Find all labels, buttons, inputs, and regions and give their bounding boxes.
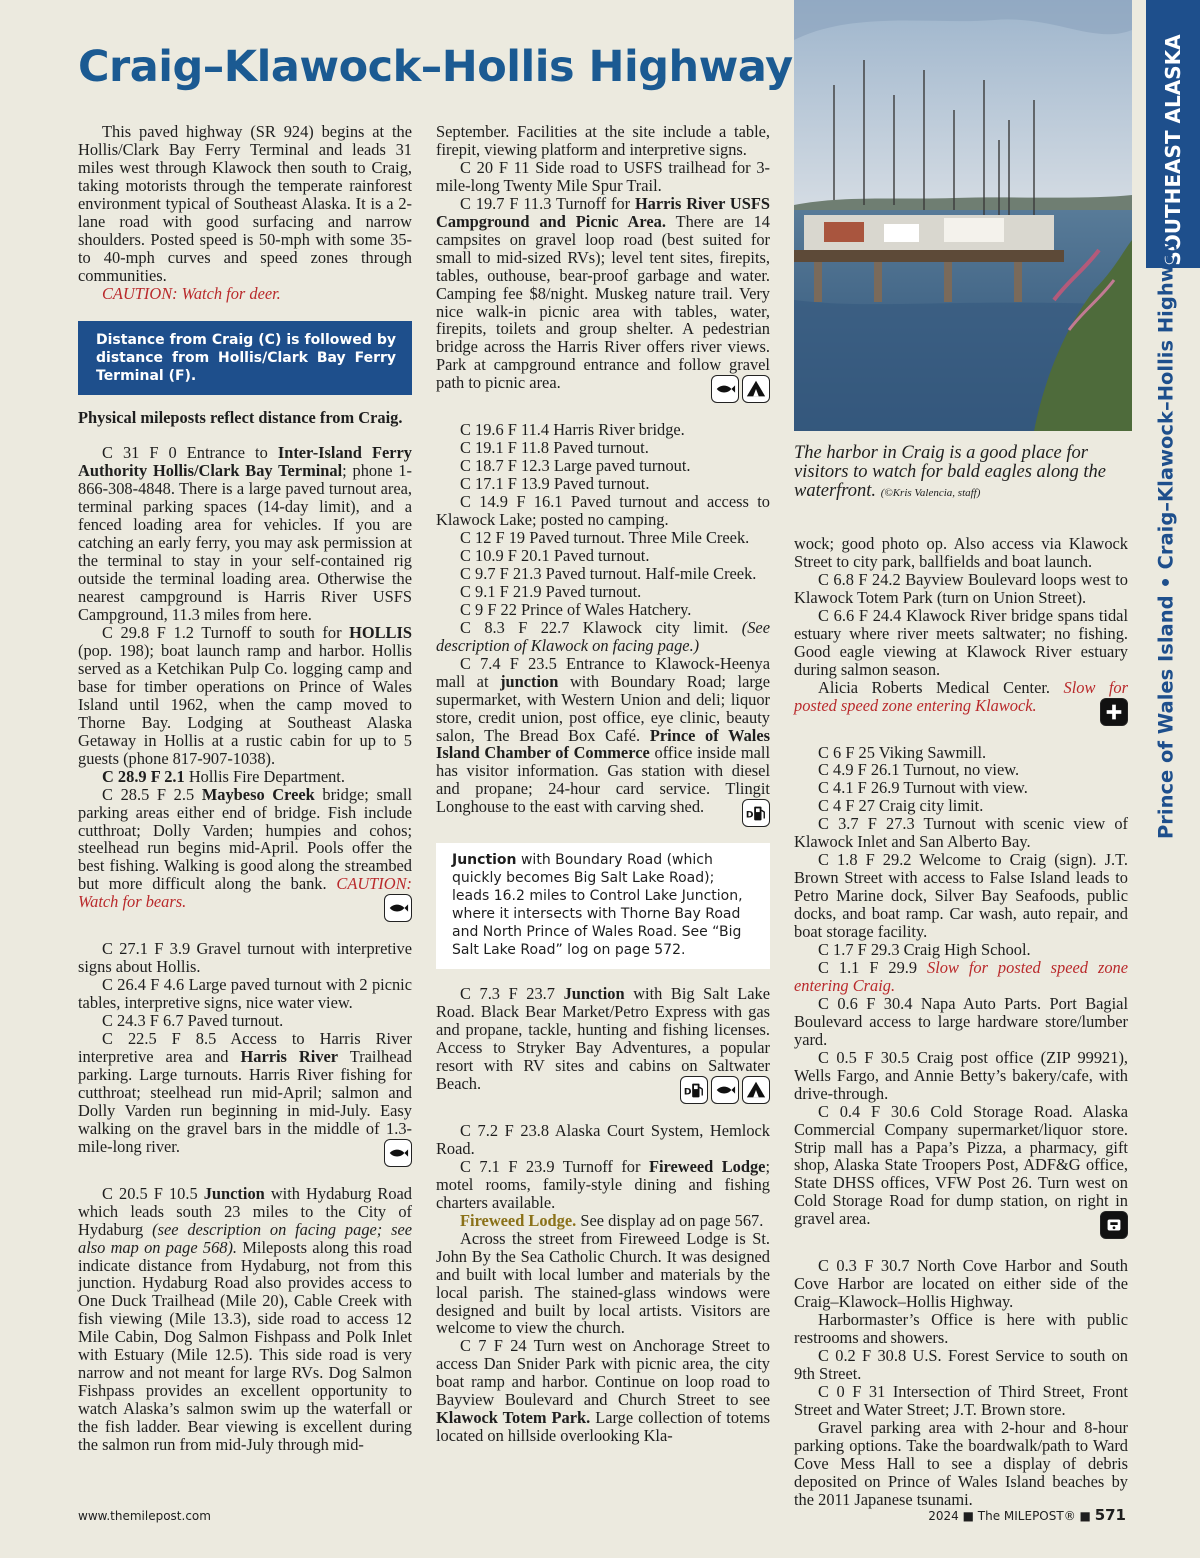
- log-entry: C 26.4 F 4.6 Large paved turnout with 2 picnic tables, interpretive signs, nice water view.: [78, 975, 412, 1013]
- running-header: Prince of Wales Island • Craig–Klawock–Hollis Highway: [1154, 239, 1178, 839]
- log-entry: C 4 F 27 Craig city limit.: [818, 796, 984, 816]
- log-entry: C 3.7 F 27.3 Turnout with scenic view of Klawock Inlet and San Alberto Bay.: [794, 814, 1128, 852]
- harbormaster-paragraph: Harbormaster’s Office is here with public restrooms and showers.: [794, 1310, 1128, 1348]
- log-entry: Alicia Roberts Medical Center. Slow for posted speed zone entering Klawock.: [794, 677, 1128, 715]
- log-entry: C 0.6 F 30.4 Napa Auto Parts. Port Bagial Boulevard access to large hardware store/lumber yard.: [794, 993, 1128, 1049]
- svg-text:D: D: [683, 1086, 692, 1098]
- log-entry: C 27.1 F 3.9 Gravel turnout with interpretive signs about Hollis.: [78, 939, 412, 977]
- log-entry: C 14.9 F 16.1 Paved turnout and access to Klawock Lake; posted no camping.: [436, 492, 770, 530]
- log-entry: C 0.3 F 30.7 North Cove Harbor and South Cove Harbor are located on either side of the Craig–Klawock–Hollis Highway.: [794, 1256, 1128, 1312]
- caption-text: The harbor in Craig is a good place for visitors to watch for bald eagles along the waterfront.: [794, 443, 1106, 501]
- church-paragraph: Across the street from Fireweed Lodge is St. John By the Sea Catholic Church. It was designed and built with local lumber and materials by the local parish. The stained-glass windows were designed and built by local artists. Visitors are welcome to view the church.: [436, 1228, 770, 1338]
- icon-row: [436, 1076, 770, 1104]
- log-entry: C 10.9 F 20.1 Paved turnout.: [460, 545, 650, 565]
- log-entry: C 0.4 F 30.6 Cold Storage Road. Alaska Commercial Company supermarket/liquor store. Strip mall has a Papa’s Pizza, a pharmacy, gift shop, Alaska State Troopers Post, ADF&G office, State DHSS offices, VFW Post 26. Turn west on Cold Storage Road for dump station, on right in gravel area.: [794, 1101, 1129, 1229]
- log-entry: C 20.5 F 10.5 Junction with Hydaburg Road which leads south 23 miles to the City of Hydaburg (see description on facing page; see also map on page 568). Mileposts along this road indicate distance from Hydaburg, not from this junction. Hydaburg Road also provides access to One Duck Trailhead (Mile 20), Cable Creek with fish viewing (Mile 13.3), side road to access 12 Mile Cabin, Dog Salmon Fishpass and Polk Inlet with Estuary (Mile 12.5). This side road is very narrow and not meant for large RVs. Dog Salmon Fishpass provides an excellent opportunity to watch Alaska’s salmon swim up the waterfall or the fish ladder. Bear viewing is excellent during the salmon run from mid-July through mid-: [78, 1183, 412, 1455]
- log-entry: C 7.3 F 23.7 Junction with Big Salt Lake Road. Black Bear Market/Petro Express with gas and propane, tackle, hunting and fishing licenses. Access to Stryker Bay Adventures, a popular resort with RV sites and cabins on Saltwater Beach.: [436, 984, 771, 1094]
- log-entry: C 0.5 F 30.5 Craig post office (ZIP 99921), Wells Fargo, and Annie Betty’s bakery/cafe, with drive-through.: [794, 1047, 1129, 1103]
- log-entry: C 28.5 F 2.5 Maybeso Creek bridge; small parking areas either end of bridge. Fish include cutthroat; Dolly Varden; humpies and cohos; steelhead run begins mid-April. Pools offer the best fishing. Walking is good along the streambed but more difficult along the bank. CAUTION: Watch for bears.: [78, 784, 413, 912]
- dump-station-icon: [1100, 1211, 1128, 1239]
- intro-paragraph: This paved highway (SR 924) begins at the Hollis/Clark Bay Ferry Terminal and leads 31 miles west through Klawock then south to Craig, taking motorists through the temperate rainforest environment typical of Southeast Alaska. It is a 2-lane road with good surfacing and narrow shoulders. Posted speed is 50-mph with some 35- to 40-mph curves and speed zones through communities.: [78, 122, 412, 285]
- log-entry: C 4.9 F 26.1 Turnout, no view.: [818, 760, 1020, 780]
- physical-mileposts-note: Physical mileposts reflect distance from Craig.: [78, 407, 403, 427]
- junction-info-box: Junction with Boundary Road (which quickly becomes Big Salt Lake Road); leads 16.2 miles to Control Lake Junction, where it intersects with Thorne Bay Road and North Prince of Wales Road. See “Big Salt Lake Road” log on page 572.: [436, 843, 770, 969]
- log-entry: C 6 F 25 Viking Sawmill.: [818, 742, 987, 762]
- column-2: [436, 123, 770, 1445]
- log-entry: C 0.2 F 30.8 U.S. Forest Service to south on 9th Street.: [794, 1346, 1129, 1383]
- log-entry: C 7 F 24 Turn west on Anchorage Street to access Dan Snider Park with picnic area, the city boat ramp and harbor. Continue on loop road to Bayview Boulevard and Church Street to see Klawock Totem Park. Large collection of totems located on hillside overlooking Kla-: [436, 1336, 770, 1446]
- caption-credit: (©Kris Valencia, staff): [880, 487, 981, 499]
- log-entry: C 19.1 F 11.8 Paved turnout.: [460, 438, 649, 458]
- fish-icon: [384, 1139, 412, 1167]
- log-entry: C 9.7 F 21.3 Paved turnout. Half-mile Creek.: [460, 563, 757, 583]
- advertiser-entry: Fireweed Lodge. See display ad on page 567.: [460, 1210, 764, 1230]
- log-entry: C 29.8 F 1.2 Turnoff to south for HOLLIS (pop. 198); boat launch ramp and harbor. Hollis served as a Ketchikan Pulp Co. logging camp and base for timber operations on Prince of Wales Island until 1962, when the camp moved to Thorne Bay. Lodging at Southeast Alaska Getaway in Hollis at a rustic cabin for up to 5 guests (phone 817-907-1038).: [78, 623, 412, 768]
- log-entry: C 7.2 F 23.8 Alaska Court System, Hemlock Road.: [436, 1120, 770, 1158]
- log-entry: C 12 F 19 Paved turnout. Three Mile Creek.: [460, 528, 750, 548]
- log-entry: C 9.1 F 21.9 Paved turnout.: [460, 581, 642, 601]
- caution-deer: CAUTION: Watch for deer.: [102, 283, 281, 303]
- parking-paragraph: Gravel parking area with 2-hour and 8-hour parking options. Take the boardwalk/path to Ward Cove Mess Hall to see a display of debris deposited on Prince of Wales Island beaches by the 2011 Japanese tsunami.: [794, 1417, 1128, 1509]
- log-entry: C 7.1 F 23.9 Turnoff for Fireweed Lodge; motel rooms, family-style dining and fishing charters available.: [436, 1156, 770, 1212]
- log-entry: C 20 F 11 Side road to USFS trailhead for 3-mile-long Twenty Mile Spur Trail.: [436, 157, 770, 195]
- photo-caption: [794, 444, 1132, 503]
- log-entry: C 17.1 F 13.9 Paved turnout.: [460, 474, 650, 494]
- column-1: [78, 123, 412, 1454]
- distance-note-box: Distance from Craig (C) is followed by distance from Hollis/Clark Bay Ferry Terminal (F).: [78, 321, 412, 395]
- medical-icon: [1100, 698, 1128, 726]
- fish-icon: [711, 1076, 739, 1104]
- harbor-photo: [794, 0, 1132, 431]
- log-entry: C 1.7 F 29.3 Craig High School.: [818, 940, 1031, 960]
- column-3: [794, 535, 1128, 1509]
- log-entry: C 1.1 F 29.9 Slow for posted speed zone entering Craig.: [794, 957, 1128, 995]
- svg-text:D: D: [745, 809, 754, 821]
- log-entry: C 9 F 22 Prince of Wales Hatchery.: [460, 599, 692, 619]
- log-entry: C 18.7 F 12.3 Large paved turnout.: [460, 456, 691, 476]
- log-entry: C 6.8 F 24.2 Bayview Boulevard loops west to Klawock Totem Park (turn on Union Street).: [794, 569, 1128, 607]
- log-entry: C 0 F 31 Intersection of Third Street, Front Street and Water Street; J.T. Brown store.: [794, 1381, 1128, 1419]
- footer-url[interactable]: www.themilepost.com: [78, 1509, 211, 1523]
- gas-diesel-icon: [680, 1076, 708, 1104]
- log-entry: C 4.1 F 26.9 Turnout with view.: [818, 778, 1028, 798]
- footer-edition: 2024 ■ The MILEPOST® ■: [928, 1509, 1091, 1523]
- log-entry: C 31 F 0 Entrance to Inter-Island Ferry Authority Hollis/Clark Bay Terminal; phone 1-866-308-4848. There is a large paved turnout area, terminal parking spaces (14-day limit), and a fenced loading area for vehicles. If you are catching an early ferry, you may ask permission at the terminal to stay in your self-contained rig outside the terminal loading area. Otherwise the nearest campground is Harris River USFS Campground, 11.3 miles from here.: [78, 443, 412, 625]
- section-tab-label: SOUTHEAST ALASKA: [1161, 34, 1185, 266]
- log-entry: C 8.3 F 22.7 Klawock city limit. (See description of Klawock on facing page.): [436, 617, 770, 655]
- gas-diesel-icon: [742, 799, 770, 827]
- log-entry: C 22.5 F 8.5 Access to Harris River interpretive area and Harris River Trailhead parking. Large turnouts. Harris River fishing for cutthroat; steelhead run mid-April; salmon and Dolly Varden run beginning in mid-July. Easy walking on the gravel bars in the middle of 1.3-mile-long river.: [78, 1029, 413, 1156]
- log-entry: C 19.7 F 11.3 Turnoff for Harris River USFS Campground and Picnic Area. There are 14 campsites on gravel loop road (best suited for small to mid-sized RVs); level tent sites, firepits, tables, outhouse, bear-proof garbage and water. Camping fee $8/night. Muskeg nature trail. Very nice walk-in picnic area with tables, water, firepits, toilets and group shelter. A pedestrian bridge across the Harris River offers river views. Park at campground entrance and follow gravel path to picnic area.: [436, 193, 771, 393]
- fish-icon: [711, 375, 739, 403]
- continued-text: September. Facilities at the site include a table, firepit, viewing platform and interpretive signs.: [436, 122, 770, 159]
- log-entry: C 24.3 F 6.7 Paved turnout.: [102, 1011, 284, 1031]
- campground-icon: [742, 375, 770, 403]
- page-title: Craig–Klawock–Hollis Highway: [78, 42, 793, 92]
- continued-text: wock; good photo op. Also access via Klawock Street to city park, ballfields and boat launch.: [794, 534, 1128, 571]
- campground-icon: [742, 1076, 770, 1104]
- footer-page-info: [928, 1506, 1126, 1524]
- log-entry: C 28.9 F 2.1 Hollis Fire Department.: [102, 766, 345, 786]
- log-entry: C 1.8 F 29.2 Welcome to Craig (sign). J.T. Brown Street with access to False Island leads to Petro Marine dock, Silver Bay Seafoods, public docks, and boat ramp. Car wash, auto repair, and boat storage facility.: [794, 850, 1128, 942]
- log-entry: C 6.6 F 24.4 Klawock River bridge spans tidal estuary where river meets saltwater; no fishing. Good eagle viewing at Klawock River estuary during salmon season.: [794, 605, 1128, 679]
- log-entry: C 19.6 F 11.4 Harris River bridge.: [460, 420, 685, 440]
- fish-icon: [384, 894, 412, 922]
- log-entry: C 7.4 F 23.5 Entrance to Klawock-Heenya mall at junction with Boundary Road; large supermarket, with Western Union and deli; liquor store, credit union, post office, eye clinic, beauty salon, The Bread Box Café. Prince of Wales Island Chamber of Commerce office inside mall has visitor information. Gas station with diesel and propane; 24-hour card service. Tlingit Longhouse to the east with carving shed.: [436, 653, 770, 817]
- page-number: 571: [1094, 1506, 1126, 1524]
